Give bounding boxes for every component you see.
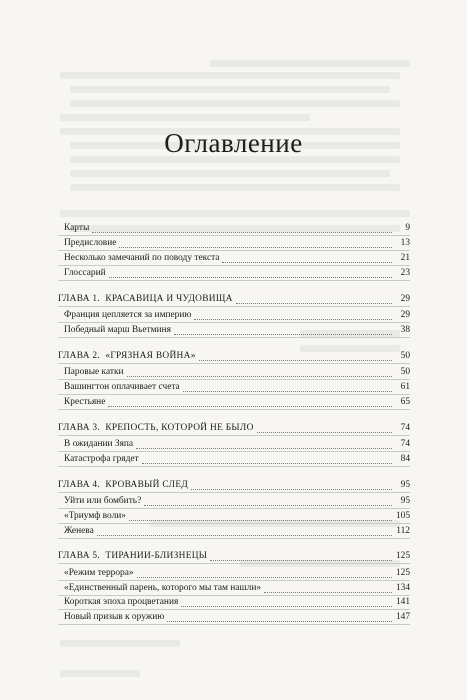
toc-entry-section[interactable] bbox=[58, 566, 410, 580]
row-divider bbox=[58, 466, 410, 467]
page-number: 125 bbox=[395, 551, 410, 562]
page-number: 84 bbox=[400, 453, 410, 464]
toc-entry-front-matter[interactable] bbox=[58, 221, 410, 235]
page-number: 23 bbox=[400, 267, 410, 278]
page-number: 61 bbox=[400, 381, 410, 392]
page-number: 134 bbox=[395, 582, 410, 593]
dot-leader bbox=[127, 376, 392, 377]
entry-title: «Режим террора» bbox=[64, 567, 134, 578]
entry-title: Катастрофа грядет bbox=[64, 453, 139, 464]
row-divider bbox=[58, 492, 410, 493]
page-number: 95 bbox=[400, 479, 410, 490]
entry-title: Паровые катки bbox=[64, 366, 124, 377]
entry-title: Победный марш Вьетминя bbox=[64, 324, 171, 335]
row-divider bbox=[58, 435, 410, 436]
dot-leader bbox=[109, 277, 392, 278]
entry-title: Короткая эпоха процветания bbox=[64, 597, 179, 608]
toc-entry-chapter[interactable] bbox=[58, 549, 410, 563]
page-number: 38 bbox=[400, 324, 410, 335]
toc-entry-front-matter[interactable] bbox=[58, 236, 410, 250]
toc-entry-section[interactable] bbox=[58, 395, 410, 409]
dot-leader bbox=[191, 489, 392, 490]
toc-entry-section[interactable] bbox=[58, 595, 410, 609]
page-number: 29 bbox=[400, 293, 410, 304]
dot-leader bbox=[264, 592, 392, 593]
toc-entry-chapter[interactable] bbox=[58, 349, 410, 363]
dot-leader bbox=[97, 535, 392, 536]
entry-title: «Триумф воли» bbox=[64, 510, 126, 521]
dot-leader bbox=[222, 262, 392, 263]
page-number: 95 bbox=[400, 495, 410, 506]
page-number: 147 bbox=[395, 612, 410, 623]
entry-title: Несколько замечаний по поводу текста bbox=[64, 252, 220, 263]
page-number: 112 bbox=[396, 525, 410, 536]
entry-title: Франция цепляется за империю bbox=[64, 309, 192, 320]
page-number: 9 bbox=[405, 223, 410, 233]
dot-leader bbox=[136, 448, 392, 449]
chapter-title: ГЛАВА 2. «ГРЯЗНАЯ ВОЙНА» bbox=[58, 350, 196, 361]
toc-entry-chapter[interactable] bbox=[58, 292, 410, 306]
page-number: 141 bbox=[395, 597, 410, 608]
dot-leader bbox=[257, 432, 392, 433]
chapter-title: ГЛАВА 3. КРЕПОСТЬ, КОТОРОЙ НЕ БЫЛО bbox=[58, 422, 254, 433]
page-number: 50 bbox=[400, 350, 410, 361]
page-number: 50 bbox=[400, 366, 410, 377]
toc-entry-section[interactable] bbox=[58, 524, 410, 538]
dot-leader bbox=[144, 505, 392, 506]
entry-title: Женева bbox=[64, 525, 94, 536]
entry-title: Предисловие bbox=[64, 237, 117, 248]
row-divider bbox=[58, 337, 410, 338]
toc-entry-section[interactable] bbox=[58, 494, 410, 508]
entry-title: «Единственный парень, которого мы там нашли» bbox=[64, 582, 262, 593]
dot-leader bbox=[129, 520, 392, 521]
chapter-title: ГЛАВА 4. КРОВАВЫЙ СЛЕД bbox=[58, 479, 189, 490]
toc-entry-section[interactable] bbox=[58, 437, 410, 451]
dot-leader bbox=[137, 577, 392, 578]
chapter-title: ГЛАВА 5. ТИРАНИИ-БЛИЗНЕЦЫ bbox=[58, 551, 208, 562]
toc-entry-section[interactable] bbox=[58, 323, 410, 337]
page-number: 21 bbox=[400, 252, 410, 263]
dot-leader bbox=[92, 232, 392, 233]
entry-title: Вашингтон оплачивает счета bbox=[64, 381, 180, 392]
page-number: 65 bbox=[400, 396, 410, 407]
row-divider bbox=[58, 538, 410, 539]
entry-title: Уйти или бомбить? bbox=[64, 495, 142, 506]
entry-title: Крестьяне bbox=[64, 396, 106, 407]
row-divider bbox=[58, 306, 410, 307]
dot-leader bbox=[167, 621, 392, 622]
dot-leader bbox=[108, 406, 392, 407]
page-title: Оглавление bbox=[164, 128, 303, 158]
dot-leader bbox=[210, 560, 392, 561]
dot-leader bbox=[199, 360, 392, 361]
row-divider bbox=[58, 280, 410, 281]
entry-title: Глоссарий bbox=[64, 267, 106, 278]
dot-leader bbox=[181, 606, 392, 607]
entry-title: В ожидании Зяпа bbox=[64, 438, 134, 449]
toc-entry-section[interactable] bbox=[58, 610, 410, 624]
dot-leader bbox=[119, 247, 392, 248]
page-number: 74 bbox=[400, 438, 410, 449]
page-number: 105 bbox=[395, 510, 410, 521]
toc-entry-front-matter[interactable] bbox=[58, 251, 410, 265]
page-number: 29 bbox=[400, 309, 410, 320]
toc-entry-chapter[interactable] bbox=[58, 421, 410, 435]
row-divider bbox=[58, 363, 410, 364]
dot-leader bbox=[174, 334, 392, 335]
toc-entry-front-matter[interactable] bbox=[58, 266, 410, 280]
toc-entry-section[interactable] bbox=[58, 365, 410, 379]
page-number: 74 bbox=[400, 422, 410, 433]
page-number: 125 bbox=[395, 567, 410, 578]
row-divider bbox=[58, 624, 410, 625]
page-number: 13 bbox=[400, 237, 410, 248]
toc-entry-section[interactable] bbox=[58, 452, 410, 466]
dot-leader bbox=[142, 463, 392, 464]
row-divider bbox=[58, 563, 410, 564]
entry-title: Новый призыв к оружию bbox=[64, 612, 165, 623]
dot-leader bbox=[194, 319, 392, 320]
dot-leader bbox=[236, 303, 392, 304]
chapter-title: ГЛАВА 1. КРАСАВИЦА И ЧУДОВИЩА bbox=[58, 293, 233, 304]
toc-entry-section[interactable] bbox=[58, 308, 410, 322]
toc-entry-section[interactable] bbox=[58, 509, 410, 523]
toc-entry-chapter[interactable] bbox=[58, 478, 410, 492]
row-divider bbox=[58, 409, 410, 410]
dot-leader bbox=[183, 391, 392, 392]
toc-entry-section[interactable] bbox=[58, 581, 410, 595]
toc-entry-section[interactable] bbox=[58, 380, 410, 394]
entry-title: Карты bbox=[64, 223, 90, 233]
